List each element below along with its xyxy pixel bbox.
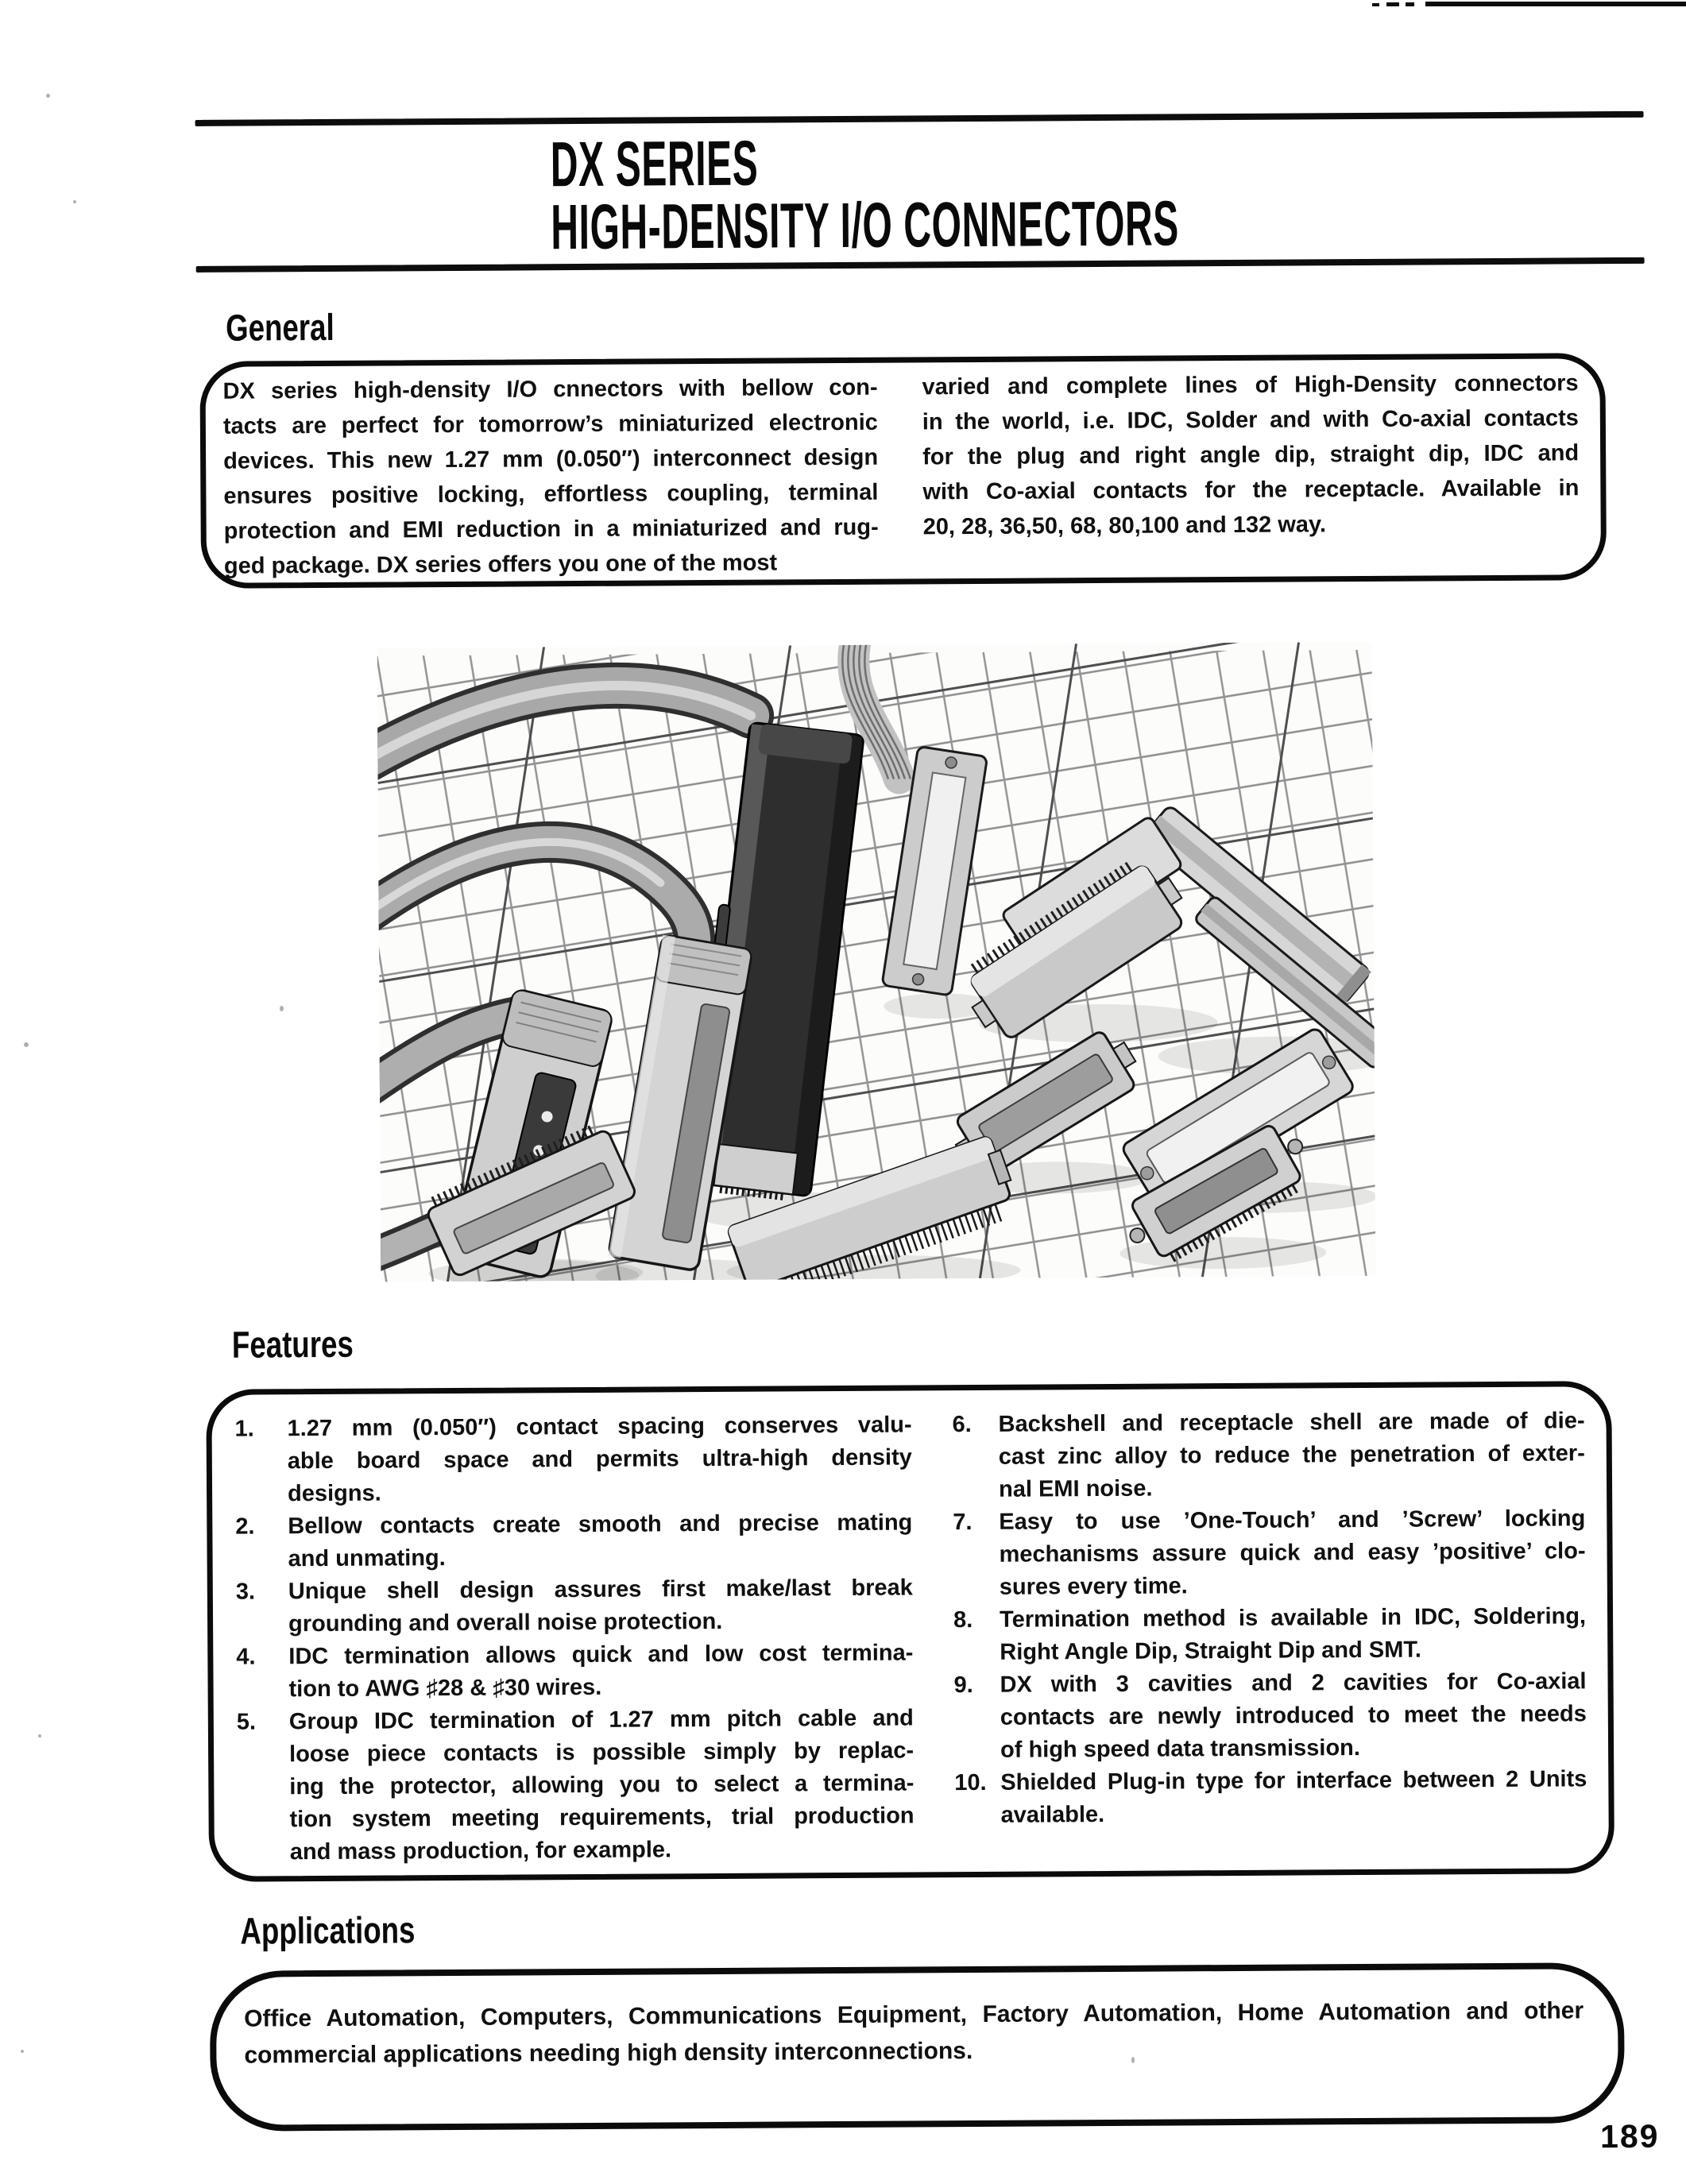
features-column-right (952, 1405, 1587, 1832)
feature-item-8 (953, 1600, 1586, 1669)
feature-number: 5. (236, 1709, 257, 1735)
feature-number: 1. (234, 1416, 254, 1442)
page-number: 189 (1599, 2117, 1660, 2155)
feature-item-9 (953, 1665, 1587, 1767)
features-column-left (234, 1409, 914, 1869)
feature-text: Easy to use ’One-Touch’ and ’Screw’ locking mechanisms assure quick and easy ’positive’ clo- sures every time. (999, 1506, 1586, 1600)
feature-text: Termination method is available in IDC, Soldering, Right Angle Dip, Straight Dip and SMT. (999, 1603, 1587, 1665)
feature-text: Backshell and receptacle shell are made of die- cast zinc alloy to reduce the penetration of exter- nal EMI noise. (998, 1408, 1585, 1502)
feature-text: Bellow contacts create smooth and precise mating and unmating. (288, 1509, 913, 1572)
title-rule-top (195, 111, 1644, 126)
general-column-right: varied and complete lines of High-Density connectors in the world, i.e. IDC, Solder and with Co-axial contacts for the plug and right angle dip, straight dip, IDC and with Co-axial contacts for the receptacle. Available in 20, 28, 36,50, 68, 80,100 and 132 way. (922, 370, 1580, 540)
applications-text: Office Automation, Computers, Communications Equipment, Factory Automation, Home Automation and other commercial applications needing high density interconnections. (244, 1997, 1584, 2069)
feature-number: 6. (952, 1412, 972, 1438)
features-heading: Features (231, 1322, 354, 1366)
feature-text: Shielded Plug-in type for interface between 2 Units available. (1000, 1766, 1587, 1828)
feature-item-4 (236, 1637, 913, 1706)
feature-item-2 (235, 1506, 912, 1575)
feature-text: 1.27 mm (0.050″) contact spacing conserves valu- able board space and permits ultra-high density designs. (287, 1412, 912, 1507)
feature-number: 10. (954, 1769, 987, 1796)
feature-item-5 (237, 1702, 915, 1869)
feature-number: 7. (953, 1509, 973, 1536)
feature-number: 9. (953, 1672, 973, 1699)
feature-text: IDC termination allows quick and low cost termina- tion to AWG ♯28 & ♯30 wires. (288, 1640, 914, 1703)
connectors-photo-svg (377, 642, 1376, 1282)
feature-item-3 (236, 1571, 913, 1641)
general-heading: General (225, 305, 334, 349)
connectors-photo (377, 642, 1376, 1282)
feature-item-1 (234, 1409, 912, 1510)
feature-item-7 (953, 1502, 1586, 1604)
feature-number: 4. (236, 1644, 256, 1670)
page-title-line1: DX SERIES (550, 127, 759, 200)
feature-number: 8. (953, 1607, 973, 1633)
feature-text: Unique shell design assures first make/last break grounding and overall noise protection. (288, 1575, 913, 1637)
applications-heading: Applications (240, 1908, 416, 1952)
feature-text: DX with 3 cavities and 2 cavities for Co-axial contacts are newly introduced to meet the needs of high speed data transmission. (1000, 1668, 1587, 1763)
feature-item-6 (952, 1405, 1585, 1506)
feature-number: 3. (235, 1579, 256, 1605)
feature-item-10 (954, 1763, 1587, 1832)
general-column-left: DX series high-density I/O cnnectors with bellow con- tacts are perfect for tomorrow’s miniaturized electronic devices. This new 1.27 mm (0.050″) interconnect design ensures positive locking, effortless coupling, terminal protection and EMI reduction in a miniaturized and rug- ged package. DX series offers you one of the most (222, 374, 879, 579)
feature-number: 2. (235, 1513, 255, 1540)
page-title-line2: HIGH-DENSITY I/O CONNECTORS (551, 187, 1180, 263)
feature-text: Group IDC termination of 1.27 mm pitch cable and loose piece contacts is possible simply by replac- ing the protector, allowing you to select a termina- tion system meeting requirements, trial production and mass production, for example. (288, 1705, 915, 1865)
